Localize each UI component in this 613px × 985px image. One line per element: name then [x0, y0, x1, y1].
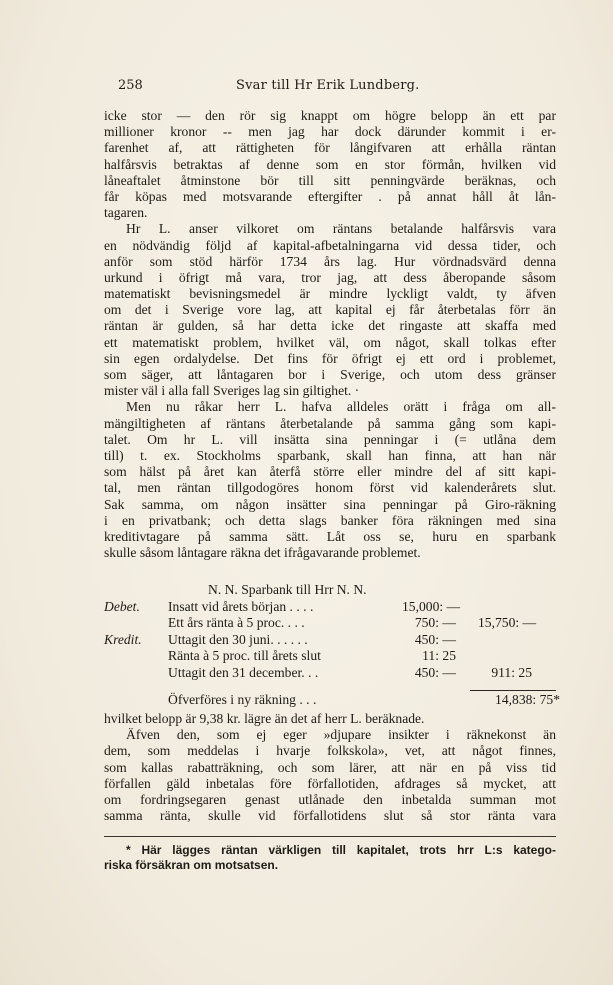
footnote: [104, 843, 556, 873]
account-row-desc: Ränta à 5 proc. till årets slut: [168, 648, 321, 663]
text-line: som hälst på året kan återfå större eller mindre del af sitt kapi-: [104, 464, 556, 480]
text-line: om det i Sverige vore lag, att kapital ej får återbetalas förr än: [104, 302, 556, 318]
text-line: farenhet af, att rättigheten för långifvaren att erhålla räntan: [104, 140, 556, 156]
footnote-line: riska försäkran om motsatsen.: [104, 858, 279, 872]
account-row-desc: Uttagit den 30 juni. . . . . .: [168, 632, 308, 647]
text-line: Hr L. anser vilkoret om räntans betalande halfårsvis vara: [126, 221, 556, 237]
account-row: [104, 692, 560, 708]
text-line: ett matematiskt problem, hvilket väl, om något, skall tolkas efter: [104, 334, 556, 350]
account-row-total: 15,750: —: [478, 615, 537, 630]
account-row-amount: 11: 25: [422, 648, 456, 663]
text-line: dem, som meddelas i hvarje folkskola», vet, att något finnes,: [104, 743, 556, 759]
text-line: sin egen ordalydelse. Det fins för öfrigt ej ett ord i problemet,: [104, 350, 556, 366]
account-row: [104, 648, 556, 664]
account-row-amount: 450: —: [414, 665, 456, 680]
account-row-desc: Ett års ränta à 5 proc. . . .: [168, 615, 305, 630]
total-rule: [470, 690, 556, 691]
account-heading-row: [104, 582, 556, 598]
text-line: anför som stöd härför 1734 års lag. Hur vördnadsvärd denna: [104, 253, 556, 269]
text-line: om fordringsegaren genast utlånade den inbetalda summan mot: [104, 791, 556, 807]
account-row-amount: 750: —: [414, 615, 456, 630]
footnote-line: * Här lägges räntan värkligen till kapitalet, trots hrr L:s katego-: [126, 843, 556, 857]
account-row-label: Debet.: [104, 599, 140, 614]
page-number: 258: [118, 78, 143, 93]
account-row: [104, 665, 556, 681]
text-line: kreditivtagare på samma sätt. Låt oss se, huru en sparbank: [104, 528, 556, 544]
footnote-rule: [104, 836, 556, 837]
text-line: Men nu råkar herr L. hafva alldeles orätt i fråga om all-: [126, 399, 556, 415]
body-text-top: [104, 108, 556, 561]
text-line: till) t. ex. Stockholms sparbank, skall han finna, att han när: [104, 447, 556, 463]
text-line: förfallen gäld inbetalas före förfallotiden, afdrages så mycket, att: [104, 775, 556, 791]
running-title: Svar till Hr Erik Lundberg.: [236, 78, 420, 93]
account-row: [104, 599, 556, 615]
text-line: urkund i öfrigt må vara, tror jag, att dess åberopande såsom: [104, 269, 556, 285]
account-row-label: Kredit.: [104, 632, 142, 647]
account-row: [104, 632, 556, 648]
account-row-desc: Uttagit den 31 december. . .: [168, 665, 319, 680]
account-row-desc: Öfverföres i ny räkning . . .: [168, 692, 317, 707]
body-text-bottom: [104, 711, 556, 824]
text-line: tal, men räntan tillgodogöres honom först vid kalenderårets slut.: [104, 480, 556, 496]
page-header: [106, 78, 554, 98]
account-row-total: 911: 25: [491, 665, 532, 680]
account-row-amount: 15,000: —: [402, 599, 461, 614]
text-line: mängiltigheten af räntans återbetalande på samma gång som kapi-: [104, 415, 556, 431]
text-line: låneaftalet åtminstone bör till sitt penningvärde beräknas, och: [104, 172, 556, 188]
text-line: räntan är gulden, så har detta icke det ringaste att skaffa med: [104, 318, 556, 334]
text-line: mister väl i alla fall Sveriges lag sin giltighet. ·: [104, 383, 360, 399]
text-line: matematiskt bevisningsmedel är mindre lyckligt valdt, ty äfven: [104, 286, 556, 302]
text-line: hvilket belopp är 9,38 kr. lägre än det af herr L. beräknade.: [104, 711, 425, 726]
text-line: tagaren.: [104, 205, 148, 221]
text-line: i en privatbank; och detta slags banker föra räkningen med sina: [104, 512, 556, 528]
text-line: millioner kronor -- men jag har dock därunder kommit i er-: [104, 124, 556, 140]
account-row-amount: 450: —: [414, 632, 456, 647]
text-line: icke stor — den rör sig knappt om högre belopp än ett par: [104, 108, 556, 123]
text-line: halfårsvis betraktas af denne som en stor förmån, hvilken vid: [104, 156, 556, 172]
text-line: som kallas rabatträkning, och som lärer, att när en på viss tid: [104, 759, 556, 775]
text-line: får köpas med motsvarande eftergifter . på annat håll åt lån-: [104, 188, 556, 204]
text-line: Äfven den, som ej eger »djupare insikter i räknekonst än: [126, 727, 556, 743]
account-row: [104, 615, 556, 631]
account-row-total: 14,838: 75*: [495, 692, 560, 707]
text-line: skulle såsom låntagare räkna det ifrågavarande problemet.: [104, 545, 421, 561]
account-row-desc: Insatt vid årets början . . . .: [168, 599, 314, 614]
text-line: talet. Om hr L. vill insätta sina penningar i (= utlåna dem: [104, 431, 556, 447]
text-line: Sak samma, om någon insätter sina penningar på Giro-räkning: [104, 496, 556, 512]
text-line: en nödvändig följd af kapital-afbetalningarna vid dessa tider, och: [104, 237, 556, 253]
account-heading: N. N. Sparbank till Hrr N. N.: [208, 582, 367, 597]
text-line: samma ränta, skulle vid förfallotidens slut så stor ränta vara: [104, 808, 556, 824]
text-line: som säger, att låntagaren bor i Sverige, och utom dess gränser: [104, 367, 556, 382]
